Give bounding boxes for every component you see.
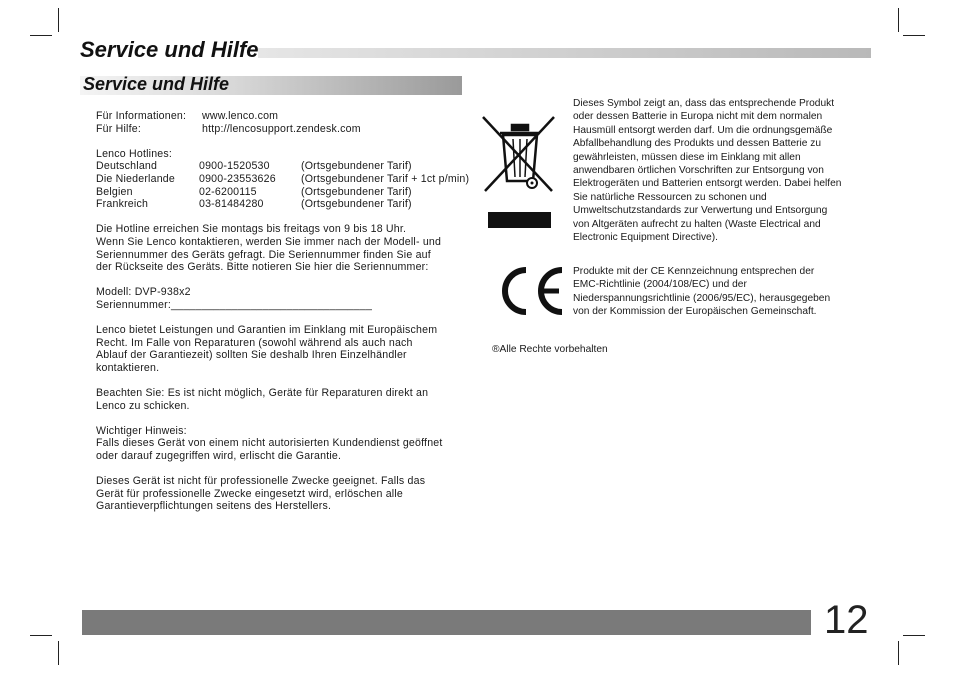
section-title: Service und Hilfe	[83, 74, 230, 94]
notice-line: von Altgeräten aufrecht zu halten (Waste Electrical and	[573, 218, 821, 230]
notice-line: Produkte mit der CE Kennzeichnung entsprechen der	[573, 266, 815, 277]
footer-bar	[82, 610, 811, 635]
paragraph-line: Wichtiger Hinweis:	[96, 424, 187, 437]
notice-line: Niederspannungsrichtlinie (2006/95/EC), herausgegeben	[573, 292, 831, 304]
hotline-tariff: (Ortsgebundener Tarif + 1ct p/min)	[301, 172, 470, 185]
paragraph-line: kontaktieren.	[96, 361, 160, 374]
hotline-tariff: (Ortsgebundener Tarif)	[301, 185, 412, 198]
hotlines-title: Lenco Hotlines:	[96, 147, 173, 160]
notice-line: EMC-Richtlinie (2004/108/EC) und der	[573, 279, 747, 291]
title-rule	[258, 48, 871, 58]
ce-mark-icon	[496, 266, 568, 316]
crop-mark	[903, 35, 925, 36]
paragraph-line: oder darauf zugegriffen wird, erlischt die Garantie.	[96, 450, 342, 463]
notice-line: Elektrogeräten und Batterien entsorgt werden. Dabei helfen	[573, 178, 842, 190]
weee-notice	[573, 97, 873, 244]
notice-line: gewährleisten, müssen diese im Einklang mit allen	[573, 151, 801, 163]
page-title: Service und Hilfe	[80, 37, 259, 62]
serial-line: Seriennummer:_________________________________	[96, 298, 373, 311]
info-link[interactable]: www.lenco.com	[202, 110, 279, 122]
crop-mark	[30, 635, 52, 636]
paragraph-line: Garantieverpflichtungen seitens des Herstellers.	[96, 500, 332, 513]
paragraph-line: Lenco bietet Leistungen und Garantien im Einklang mit Europäischem	[96, 324, 438, 337]
hotline-row	[96, 160, 488, 173]
notice-line: Hausmüll entsorgt werden darf. Um die ordnungsgemäße	[573, 124, 833, 136]
notice-line: Umweltschutzstandards zur Verwertung und Entsorgung	[573, 205, 828, 217]
crop-mark	[58, 641, 59, 665]
model-line: Modell: DVP-938x2	[96, 286, 191, 299]
help-label: Für Hilfe:	[96, 122, 141, 135]
notice-line: Electronic Equipment Directive).	[573, 232, 718, 244]
hotline-country: Deutschland	[96, 160, 158, 173]
paragraph-line: Dieses Gerät ist nicht für professionelle Zwecke geeignet. Falls das	[96, 475, 426, 488]
page-number: 12	[824, 598, 869, 642]
hotline-number: 03-81484280	[199, 198, 264, 211]
hotline-number: 0900-23553626	[199, 172, 276, 185]
paragraph-line: Falls dieses Gerät von einem nicht autorisierten Kundendienst geöffnet	[96, 437, 443, 450]
paragraph-line: Wenn Sie Lenco kontaktieren, werden Sie immer nach der Modell- und	[96, 235, 442, 248]
notice-line: Dieses Symbol zeigt an, dass das entsprechende Produkt	[573, 98, 835, 109]
crop-mark	[898, 641, 899, 665]
notice-line: Abfallbehandlung des Produkts und dessen Batterie zu	[573, 138, 822, 150]
hotline-country: Die Niederlande	[96, 172, 175, 185]
hotline-tariff: (Ortsgebundener Tarif)	[301, 160, 412, 173]
crop-mark	[58, 8, 59, 32]
info-label: Für Informationen:	[96, 110, 187, 122]
help-link[interactable]: http://lencosupport.zendesk.com	[202, 122, 361, 135]
info-line	[96, 110, 488, 123]
paragraph-line: Gerät für professionelle Zwecke eingesetzt wird, erlöschen alle	[96, 487, 404, 500]
paragraph-line: Lenco zu schicken.	[96, 399, 190, 412]
hotline-tariff: (Ortsgebundener Tarif)	[301, 198, 412, 211]
paragraph-line: Ablauf der Garantiezeit) sollten Sie deshalb Ihren Einzelhändler	[96, 349, 407, 362]
paragraph-line: Recht. Im Falle von Reparaturen (sowohl während als auch nach	[96, 336, 413, 349]
crop-mark	[898, 8, 899, 32]
hotline-country: Belgien	[96, 185, 133, 198]
ce-notice	[573, 265, 873, 318]
crop-mark	[30, 35, 52, 36]
hotline-row	[96, 198, 488, 211]
hotline-country: Frankreich	[96, 198, 149, 211]
notice-line: Sie natürliche Ressourcen zu schonen und	[573, 191, 767, 203]
hotline-row	[96, 186, 488, 199]
hotline-row	[96, 173, 488, 186]
hotline-number: 02-6200115	[199, 185, 257, 198]
service-info-text	[96, 110, 488, 513]
paragraph-line: Die Hotline erreichen Sie montags bis freitags von 9 bis 18 Uhr.	[96, 223, 407, 236]
hotline-number: 0900-1520530	[199, 160, 270, 173]
paragraph-line: der Rückseite des Geräts. Bitte notieren Sie hier die Seriennummer:	[96, 261, 429, 274]
rights-reserved: ®Alle Rechte vorbehalten	[492, 344, 608, 355]
paragraph-line: Seriennummer des Geräts gefragt. Die Seriennummer finden Sie auf	[96, 248, 431, 261]
crop-mark	[903, 635, 925, 636]
notice-line: oder dessen Batterie in Europa nicht mit dem normalen	[573, 111, 823, 123]
paragraph-line: Beachten Sie: Es ist nicht möglich, Geräte für Reparaturen direkt an	[96, 387, 429, 400]
notice-line: anwendbaren örtlichen Vorschriften zur Entsorgung von	[573, 165, 824, 177]
weee-bin-icon	[480, 113, 560, 233]
help-line	[96, 123, 488, 136]
notice-line: von der Kommission der Europäischen Gemeinschaft.	[573, 305, 817, 317]
